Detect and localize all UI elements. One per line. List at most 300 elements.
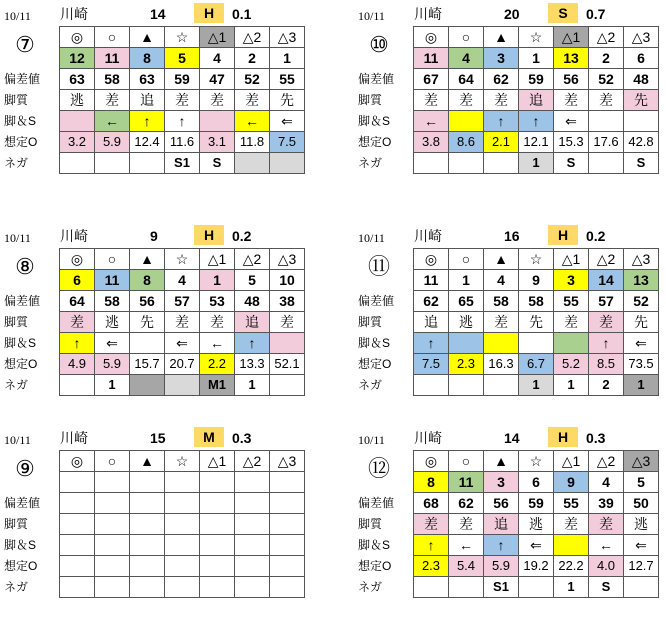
grid-cell-hensachi: 57 — [165, 291, 200, 312]
grid-cell-hensachi: 63 — [60, 69, 95, 90]
grid-cell-odds: 3.8 — [414, 132, 449, 153]
grid-cell-hensachi — [270, 493, 305, 514]
grid-cell-style: 逃 — [449, 312, 484, 333]
grid-cell-hensachi: 55 — [554, 493, 589, 514]
race-date: 10/11 — [4, 9, 31, 23]
grid-cell-nega — [449, 375, 484, 396]
grid-row-nega — [60, 577, 305, 598]
grid-cell-style: 先 — [519, 312, 554, 333]
grid-cell-style: 追 — [235, 312, 270, 333]
grid-cell-horses: 11 — [414, 48, 449, 69]
race-venue: 川崎 — [60, 430, 88, 446]
race-venue: 川崎 — [414, 228, 442, 244]
grid-cell-style: 差 — [235, 90, 270, 111]
grid-cell-horses: 11 — [414, 270, 449, 291]
grid-cell-marks: ○ — [449, 249, 484, 270]
grid-row-hensachi — [60, 291, 305, 312]
race-date: 10/11 — [358, 433, 385, 447]
grid-row-odds — [414, 556, 659, 577]
grid-cell-odds: 2.1 — [484, 132, 519, 153]
grid-cell-nega — [484, 153, 519, 174]
grid-cell-hensachi: 59 — [165, 69, 200, 90]
grid-cell-marks: △2 — [589, 27, 624, 48]
grid-cell-hensachi: 63 — [130, 69, 165, 90]
grid-cell-odds — [270, 556, 305, 577]
grid-cell-marks: ○ — [95, 451, 130, 472]
grid-cell-odds: 2.3 — [414, 556, 449, 577]
grid-cell-horses: 10 — [270, 270, 305, 291]
grid-cell-horses: 11 — [95, 48, 130, 69]
grid-cell-marks: △3 — [624, 27, 659, 48]
race-block-r9 — [2, 426, 312, 626]
grid-cell-odds — [60, 556, 95, 577]
race-header — [2, 224, 312, 248]
grid-cell-nega — [95, 153, 130, 174]
grid-cell-odds: 13.3 — [235, 354, 270, 375]
grid-cell-hensachi: 50 — [624, 493, 659, 514]
grid-cell-odds: 4.0 — [589, 556, 624, 577]
grid-cell-odds: 16.3 — [484, 354, 519, 375]
grid-cell-horses: 9 — [519, 270, 554, 291]
grid-cell-odds: 73.5 — [624, 354, 659, 375]
race-number: ⑫ — [367, 456, 390, 481]
grid-row-nega — [60, 375, 305, 396]
prediction-grid — [59, 26, 305, 174]
race-runner-count: 9 — [150, 228, 158, 244]
grid-cell-horses: 4 — [589, 472, 624, 493]
grid-cell-horses: 6 — [519, 472, 554, 493]
grid-row-legs — [414, 333, 659, 354]
grid-cell-odds: 15.7 — [130, 354, 165, 375]
grid-row-horses — [414, 48, 659, 69]
grid-cell-style: 逃 — [95, 312, 130, 333]
grid-cell-legs: ⇐ — [270, 111, 305, 132]
grid-cell-nega: 1 — [235, 375, 270, 396]
grid-cell-legs: ⇐ — [519, 535, 554, 556]
grid-cell-style — [95, 514, 130, 535]
grid-cell-hensachi: 67 — [414, 69, 449, 90]
grid-cell-legs: ↑ — [519, 111, 554, 132]
grid-cell-style: 差 — [449, 90, 484, 111]
grid-cell-style: 先 — [624, 312, 659, 333]
grid-row-nega — [60, 153, 305, 174]
grid-cell-marks: △3 — [624, 451, 659, 472]
grid-cell-odds — [130, 556, 165, 577]
grid-cell-marks: ☆ — [165, 451, 200, 472]
grid-cell-odds: 11.6 — [165, 132, 200, 153]
grid-cell-style: 差 — [484, 90, 519, 111]
grid-cell-style: 差 — [554, 514, 589, 535]
row-label-hensachi: 偏差値 — [4, 72, 41, 86]
race-ratio: 0.7 — [586, 6, 606, 22]
grid-cell-legs — [95, 535, 130, 556]
row-label-hensachi: 偏差値 — [358, 294, 395, 308]
grid-cell-marks: ◎ — [414, 249, 449, 270]
grid-cell-nega — [60, 375, 95, 396]
race-block-r7 — [2, 2, 312, 202]
grid-cell-hensachi: 65 — [449, 291, 484, 312]
grid-cell-odds: 15.3 — [554, 132, 589, 153]
grid-cell-legs — [130, 333, 165, 354]
grid-cell-style: 差 — [554, 90, 589, 111]
race-runner-count: 14 — [150, 6, 166, 22]
grid-cell-hensachi: 62 — [414, 291, 449, 312]
grid-cell-style: 差 — [270, 312, 305, 333]
grid-cell-marks: ▲ — [484, 249, 519, 270]
grid-cell-marks: ☆ — [519, 27, 554, 48]
grid-cell-style: 追 — [519, 90, 554, 111]
grid-cell-legs: ↑ — [414, 333, 449, 354]
grid-cell-marks: △3 — [270, 451, 305, 472]
grid-cell-marks: △3 — [270, 27, 305, 48]
race-pace-badge: H — [548, 427, 578, 447]
race-date: 10/11 — [358, 9, 385, 23]
grid-cell-horses — [200, 472, 235, 493]
grid-cell-legs — [624, 111, 659, 132]
grid-cell-marks: ○ — [95, 249, 130, 270]
race-pace-badge: H — [194, 3, 224, 23]
grid-row-marks — [60, 451, 305, 472]
grid-row-marks — [60, 249, 305, 270]
row-label-legs: 脚＆S — [4, 336, 37, 350]
grid-cell-nega — [484, 375, 519, 396]
race-venue: 川崎 — [414, 430, 442, 446]
grid-cell-horses — [270, 472, 305, 493]
grid-cell-nega — [270, 153, 305, 174]
grid-cell-hensachi: 68 — [414, 493, 449, 514]
grid-cell-horses — [235, 472, 270, 493]
grid-row-hensachi — [414, 291, 659, 312]
grid-row-nega — [414, 153, 659, 174]
grid-cell-odds: 52.1 — [270, 354, 305, 375]
grid-cell-hensachi: 58 — [484, 291, 519, 312]
race-runner-count: 16 — [504, 228, 520, 244]
grid-cell-odds: 5.9 — [484, 556, 519, 577]
grid-cell-legs: ← — [414, 111, 449, 132]
race-header — [356, 224, 666, 248]
grid-cell-marks: ○ — [449, 451, 484, 472]
row-label-odds: 想定O — [358, 135, 392, 149]
row-label-nega: ネガ — [4, 378, 29, 392]
grid-cell-nega: 1 — [554, 375, 589, 396]
grid-cell-hensachi: 47 — [200, 69, 235, 90]
grid-cell-legs — [589, 111, 624, 132]
race-runner-count: 20 — [504, 6, 520, 22]
grid-cell-style: 差 — [165, 312, 200, 333]
race-number: ⑩ — [369, 32, 389, 57]
grid-cell-style: 追 — [484, 514, 519, 535]
grid-cell-style — [130, 514, 165, 535]
grid-row-style — [60, 90, 305, 111]
grid-cell-odds: 5.2 — [554, 354, 589, 375]
grid-cell-marks: ▲ — [130, 27, 165, 48]
grid-cell-nega — [270, 375, 305, 396]
grid-row-marks — [414, 27, 659, 48]
grid-cell-hensachi: 52 — [624, 291, 659, 312]
grid-cell-odds: 19.2 — [519, 556, 554, 577]
row-label-style: 脚質 — [4, 93, 29, 107]
grid-cell-hensachi: 64 — [449, 69, 484, 90]
grid-cell-marks: ◎ — [60, 249, 95, 270]
grid-row-hensachi — [60, 69, 305, 90]
race-header — [2, 426, 312, 450]
grid-cell-nega: 1 — [519, 375, 554, 396]
prediction-grid — [413, 26, 659, 174]
race-ratio: 0.3 — [232, 430, 252, 446]
grid-cell-legs: ⇐ — [554, 111, 589, 132]
grid-cell-style: 差 — [414, 514, 449, 535]
grid-cell-odds — [165, 556, 200, 577]
grid-cell-horses: 5 — [165, 48, 200, 69]
grid-cell-nega — [95, 577, 130, 598]
grid-cell-nega: S — [624, 153, 659, 174]
grid-cell-horses: 8 — [130, 48, 165, 69]
race-ratio: 0.3 — [586, 430, 606, 446]
grid-cell-odds: 3.2 — [60, 132, 95, 153]
grid-row-marks — [60, 27, 305, 48]
grid-cell-marks: ◎ — [414, 27, 449, 48]
grid-cell-style — [235, 514, 270, 535]
grid-cell-style: 逃 — [624, 514, 659, 535]
grid-row-odds — [60, 354, 305, 375]
grid-cell-odds: 7.5 — [270, 132, 305, 153]
row-label-hensachi: 偏差値 — [4, 294, 41, 308]
grid-cell-legs — [200, 535, 235, 556]
grid-cell-odds: 8.6 — [449, 132, 484, 153]
grid-cell-hensachi: 38 — [270, 291, 305, 312]
grid-cell-marks: ☆ — [519, 451, 554, 472]
row-label-odds: 想定O — [4, 357, 38, 371]
grid-cell-style: 差 — [589, 90, 624, 111]
grid-cell-marks: △1 — [554, 249, 589, 270]
grid-cell-horses: 6 — [60, 270, 95, 291]
grid-cell-nega — [60, 153, 95, 174]
grid-cell-horses: 4 — [200, 48, 235, 69]
grid-cell-nega: 1 — [624, 375, 659, 396]
grid-cell-hensachi: 58 — [95, 291, 130, 312]
grid-row-legs — [60, 333, 305, 354]
grid-cell-horses: 13 — [624, 270, 659, 291]
grid-cell-odds: 7.5 — [414, 354, 449, 375]
grid-cell-nega: 1 — [95, 375, 130, 396]
prediction-grid — [413, 248, 659, 396]
grid-cell-horses: 12 — [60, 48, 95, 69]
grid-cell-marks: △1 — [200, 27, 235, 48]
grid-cell-hensachi: 58 — [95, 69, 130, 90]
grid-cell-hensachi: 48 — [624, 69, 659, 90]
grid-cell-marks: ○ — [95, 27, 130, 48]
grid-row-nega — [414, 577, 659, 598]
grid-row-marks — [414, 451, 659, 472]
grid-cell-legs: ← — [200, 333, 235, 354]
grid-row-hensachi — [60, 493, 305, 514]
grid-cell-horses: 1 — [200, 270, 235, 291]
race-block-r11 — [356, 224, 666, 424]
grid-cell-style: 逃 — [60, 90, 95, 111]
grid-cell-hensachi: 59 — [519, 69, 554, 90]
grid-cell-style — [60, 514, 95, 535]
grid-row-odds — [414, 132, 659, 153]
race-number: ⑦ — [15, 32, 35, 57]
grid-row-legs — [60, 535, 305, 556]
grid-cell-odds: 42.8 — [624, 132, 659, 153]
grid-row-horses — [60, 270, 305, 291]
grid-cell-nega — [130, 577, 165, 598]
race-header — [356, 2, 666, 26]
grid-cell-marks: △3 — [624, 249, 659, 270]
grid-cell-nega — [60, 577, 95, 598]
race-runner-count: 15 — [150, 430, 166, 446]
grid-cell-legs — [449, 333, 484, 354]
grid-cell-nega — [449, 577, 484, 598]
race-ratio: 0.2 — [586, 228, 606, 244]
grid-cell-odds: 4.9 — [60, 354, 95, 375]
row-label-style: 脚質 — [358, 315, 383, 329]
race-pace-badge: M — [194, 427, 224, 447]
grid-cell-hensachi: 64 — [60, 291, 95, 312]
grid-cell-nega — [589, 153, 624, 174]
grid-row-horses — [60, 472, 305, 493]
grid-row-legs — [414, 111, 659, 132]
grid-cell-legs: ↑ — [484, 535, 519, 556]
grid-cell-legs — [270, 333, 305, 354]
grid-cell-hensachi: 59 — [519, 493, 554, 514]
grid-cell-legs: ↑ — [484, 111, 519, 132]
grid-cell-marks: △1 — [554, 451, 589, 472]
row-label-nega: ネガ — [358, 156, 383, 170]
grid-row-legs — [414, 535, 659, 556]
race-pace-badge: H — [548, 225, 578, 245]
grid-cell-hensachi — [165, 493, 200, 514]
grid-cell-horses — [130, 472, 165, 493]
grid-cell-marks: △2 — [235, 249, 270, 270]
grid-cell-legs: ← — [95, 111, 130, 132]
grid-cell-style: 差 — [589, 514, 624, 535]
grid-row-odds — [60, 132, 305, 153]
grid-cell-horses — [60, 472, 95, 493]
grid-cell-nega — [414, 375, 449, 396]
grid-row-style — [414, 312, 659, 333]
race-number: ⑧ — [15, 254, 35, 279]
grid-row-horses — [414, 270, 659, 291]
grid-cell-nega — [449, 153, 484, 174]
grid-cell-odds: 11.8 — [235, 132, 270, 153]
grid-cell-marks: ☆ — [165, 249, 200, 270]
row-label-odds: 想定O — [358, 357, 392, 371]
grid-cell-hensachi: 56 — [554, 69, 589, 90]
grid-cell-marks: ▲ — [484, 27, 519, 48]
grid-cell-hensachi: 53 — [200, 291, 235, 312]
grid-cell-legs — [60, 535, 95, 556]
grid-cell-hensachi — [95, 493, 130, 514]
grid-cell-hensachi: 57 — [589, 291, 624, 312]
grid-cell-nega: 1 — [519, 153, 554, 174]
row-label-nega: ネガ — [358, 580, 383, 594]
grid-cell-odds: 2.2 — [200, 354, 235, 375]
grid-cell-horses: 9 — [554, 472, 589, 493]
grid-cell-legs: ⇐ — [624, 333, 659, 354]
grid-row-style — [60, 514, 305, 535]
prediction-grid — [59, 450, 305, 598]
grid-row-odds — [60, 556, 305, 577]
grid-cell-hensachi — [130, 493, 165, 514]
grid-cell-legs — [270, 535, 305, 556]
race-header — [2, 2, 312, 26]
grid-cell-horses: 3 — [484, 48, 519, 69]
grid-cell-hensachi: 39 — [589, 493, 624, 514]
grid-cell-odds: 8.5 — [589, 354, 624, 375]
grid-cell-nega — [200, 577, 235, 598]
row-label-hensachi: 偏差値 — [4, 496, 41, 510]
grid-cell-nega — [270, 577, 305, 598]
grid-cell-legs: ↑ — [589, 333, 624, 354]
grid-cell-nega: S — [589, 577, 624, 598]
race-ratio: 0.2 — [232, 228, 252, 244]
grid-row-marks — [414, 249, 659, 270]
race-number: ⑪ — [367, 254, 390, 279]
grid-cell-legs: ← — [449, 535, 484, 556]
grid-cell-legs: ⇐ — [165, 333, 200, 354]
grid-cell-horses: 5 — [624, 472, 659, 493]
row-label-hensachi: 偏差値 — [358, 496, 395, 510]
grid-cell-hensachi: 48 — [235, 291, 270, 312]
grid-cell-nega — [519, 577, 554, 598]
grid-cell-odds: 5.9 — [95, 132, 130, 153]
row-label-style: 脚質 — [358, 93, 383, 107]
grid-row-legs — [60, 111, 305, 132]
race-ratio: 0.1 — [232, 6, 252, 22]
grid-row-horses — [414, 472, 659, 493]
row-label-legs: 脚＆S — [358, 114, 391, 128]
grid-cell-legs: ↑ — [130, 111, 165, 132]
grid-cell-horses: 8 — [414, 472, 449, 493]
grid-cell-nega — [235, 153, 270, 174]
grid-cell-odds: 5.4 — [449, 556, 484, 577]
race-block-r12 — [356, 426, 666, 626]
grid-cell-odds: 12.4 — [130, 132, 165, 153]
grid-cell-style: 差 — [449, 514, 484, 535]
race-pace-badge: S — [548, 3, 578, 23]
grid-cell-legs — [519, 333, 554, 354]
row-label-nega: ネガ — [358, 378, 383, 392]
prediction-grid — [413, 450, 659, 598]
grid-cell-style: 逃 — [519, 514, 554, 535]
race-date: 10/11 — [358, 231, 385, 245]
grid-cell-nega — [165, 577, 200, 598]
grid-cell-marks: ☆ — [165, 27, 200, 48]
grid-cell-horses: 1 — [519, 48, 554, 69]
grid-cell-horses: 4 — [449, 48, 484, 69]
grid-cell-style — [200, 514, 235, 535]
grid-cell-style: 差 — [589, 312, 624, 333]
grid-cell-style: 差 — [414, 90, 449, 111]
grid-cell-nega: S1 — [484, 577, 519, 598]
grid-cell-legs: ↑ — [235, 333, 270, 354]
grid-cell-marks: ◎ — [60, 27, 95, 48]
grid-row-nega — [414, 375, 659, 396]
grid-cell-odds: 17.6 — [589, 132, 624, 153]
grid-cell-horses: 8 — [130, 270, 165, 291]
grid-cell-odds — [235, 556, 270, 577]
grid-cell-odds — [200, 556, 235, 577]
grid-cell-nega: S — [554, 153, 589, 174]
race-date: 10/11 — [4, 231, 31, 245]
grid-cell-nega — [165, 375, 200, 396]
grid-cell-hensachi: 52 — [589, 69, 624, 90]
grid-row-style — [60, 312, 305, 333]
grid-cell-horses: 3 — [554, 270, 589, 291]
race-runner-count: 14 — [504, 430, 520, 446]
